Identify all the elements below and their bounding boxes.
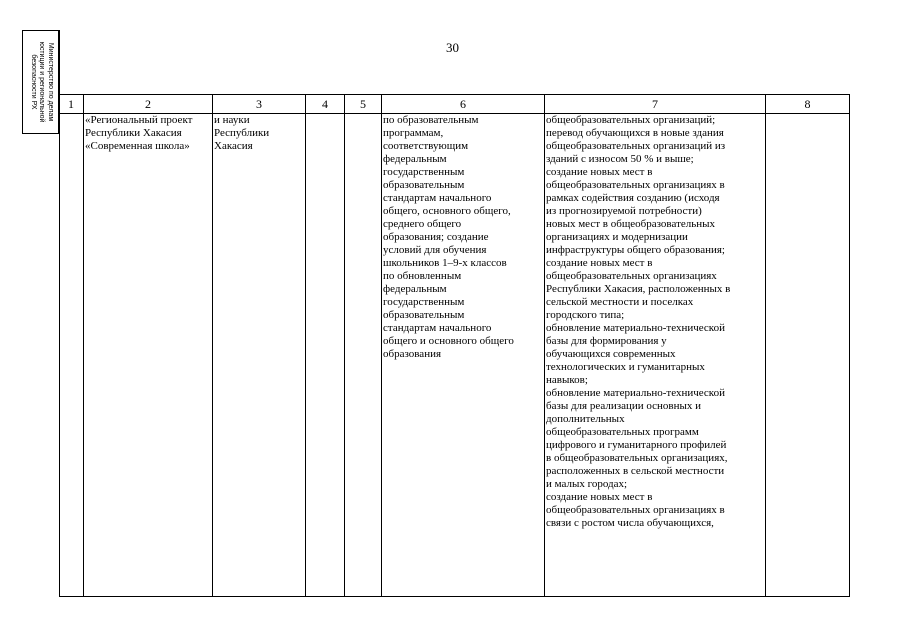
cell-col-4 (306, 114, 345, 597)
cell-col-8 (766, 114, 850, 597)
column-header-1: 1 (60, 95, 84, 114)
table-row (60, 114, 850, 597)
cell-responsible: и науки Республики Хакасия (213, 114, 306, 597)
cell-goals: по образовательным программам, соответствующим федеральным государственным образовательным стандартам начального общего, основного общего, среднего общего образования; создание условий для обучения школьников 1–9-х классов по обновленным федеральным государственным образовательным стандартам начального общего и основного общего образования (382, 114, 545, 597)
cell-project-name: «Региональный проект Республики Хакасия «Современная школа» (84, 114, 213, 597)
registration-stamp (22, 30, 60, 134)
stamp-line-2: юстиции и региональной (37, 41, 45, 123)
column-header-3: 3 (213, 95, 306, 114)
stamp-line-1: Министерство по делам (46, 42, 54, 122)
cell-col-5 (345, 114, 382, 597)
column-header-8: 8 (766, 95, 850, 114)
column-header-5: 5 (345, 95, 382, 114)
column-header-6: 6 (382, 95, 545, 114)
column-header-4: 4 (306, 95, 345, 114)
cell-activities: общеобразовательных организаций; перевод обучающихся в новые здания общеобразовательных организаций из зданий с износом 50 % и выше; создание новых мест в общеобразовательных организациях в рамках содействия созданию (исходя из прогнозируемой потребности) новых мест в общеобразовательных организациях и модернизации инфраструктуры общего образования; создание новых мест в общеобразовательных организациях Республики Хакасия, расположенных в сельской местности и поселках городского типа; обновление материально-технической базы для формирования у обучающихся современных технологических и гуманитарных навыков; обновление материально-технической базы для реализации основных и дополнительных общеобразовательных программ цифрового и гуманитарного профилей в общеобразовательных организациях, расположенных в сельской местности и малых городах; создание новых мест в общеобразовательных организациях в связи с ростом числа обучающихся, (545, 114, 766, 597)
stamp-line-3: безопасности РХ (29, 54, 37, 110)
document-table (59, 94, 850, 597)
table-header-row (60, 95, 850, 114)
cell-col-1 (60, 114, 84, 597)
page-number: 30 (446, 40, 459, 55)
column-header-2: 2 (84, 95, 213, 114)
column-header-7: 7 (545, 95, 766, 114)
